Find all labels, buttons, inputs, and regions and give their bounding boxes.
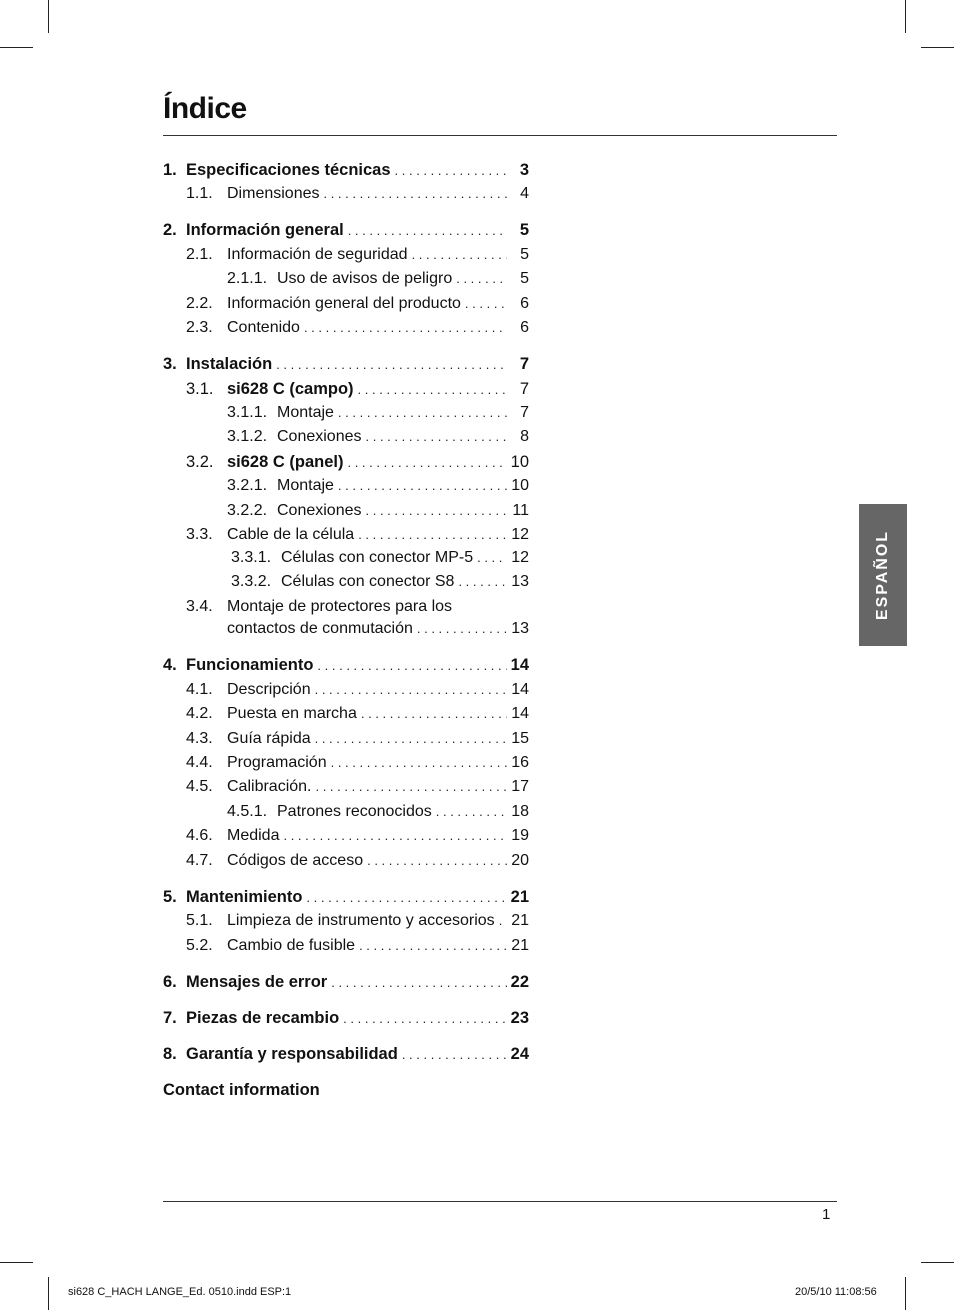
toc-number: 3.2. — [186, 453, 214, 471]
toc-entry-4-7[interactable] — [186, 852, 529, 874]
toc-page: 3 — [519, 161, 529, 179]
toc-label: Cambio de fusible — [227, 937, 356, 954]
toc-leader — [499, 913, 507, 928]
toc-entry-5[interactable] — [163, 888, 529, 910]
toc-number: 3.3.2. — [231, 573, 272, 590]
toc-label: Descripción — [227, 681, 311, 698]
toc-leader — [306, 890, 506, 905]
toc-number: 3.4. — [186, 598, 213, 615]
toc-label: Funcionamiento — [186, 656, 314, 674]
toc-entry-3-1-1[interactable] — [227, 404, 529, 426]
toc-leader — [436, 804, 507, 819]
toc-entry-4-3[interactable] — [186, 730, 529, 752]
print-slug-date: 20/5/10 11:08:56 — [795, 1286, 877, 1298]
toc-page: 23 — [510, 1009, 529, 1027]
toc-entry-4[interactable] — [163, 656, 529, 678]
toc-page: 10 — [511, 477, 529, 494]
toc-entry-4-1[interactable] — [186, 681, 529, 703]
toc-number: 4.1. — [186, 681, 213, 698]
toc-entry-3-2-2[interactable] — [227, 502, 529, 524]
toc-leader — [323, 186, 507, 201]
toc-number: 3.2.2. — [227, 502, 268, 519]
toc-label: Células con conector S8 — [281, 573, 455, 590]
toc-leader — [348, 223, 507, 238]
toc-page: 12 — [511, 526, 529, 543]
toc-page: 13 — [511, 573, 529, 590]
toc-entry-contact-information[interactable] — [163, 1081, 529, 1103]
toc-page: 7 — [519, 355, 529, 373]
toc-number: 4.3. — [186, 730, 213, 747]
toc-leader — [358, 527, 507, 542]
toc-leader — [359, 938, 507, 953]
toc-page: 14 — [511, 681, 529, 698]
toc-entry-2-1[interactable] — [186, 246, 529, 268]
toc-entry-2-3[interactable] — [186, 319, 529, 341]
toc-page: 7 — [519, 380, 529, 398]
toc-leader — [465, 296, 507, 311]
toc-entry-3-2[interactable] — [186, 453, 529, 475]
toc-label: Piezas de recambio — [186, 1009, 340, 1027]
toc-label: Medida — [227, 827, 280, 844]
toc-label: Limpieza de instrumento y accesorios — [227, 912, 495, 929]
toc-page: 7 — [520, 404, 529, 421]
toc-leader — [395, 163, 507, 178]
toc-number: 4. — [163, 656, 177, 674]
toc-entry-4-5-1[interactable] — [227, 803, 529, 825]
toc-leader — [338, 478, 507, 493]
toc-page: 17 — [511, 778, 529, 795]
toc-leader — [331, 755, 507, 770]
crop-mark — [0, 47, 33, 48]
toc-leader — [315, 731, 507, 746]
toc-page: 18 — [511, 803, 529, 820]
toc-entry-5-1[interactable] — [186, 912, 529, 934]
toc-leader — [315, 779, 507, 794]
toc-number: 2.1. — [186, 246, 213, 263]
crop-mark — [905, 0, 906, 33]
toc-label: Guía rápida — [227, 730, 311, 747]
toc-page: 14 — [510, 656, 529, 674]
toc-label: si628 C (campo) — [227, 380, 354, 398]
toc-number: 4.5. — [186, 778, 213, 795]
toc-leader — [417, 621, 507, 636]
toc-number: 5. — [163, 888, 177, 906]
toc-page: 12 — [511, 549, 529, 566]
toc-leader — [456, 271, 507, 286]
toc-leader — [367, 853, 507, 868]
toc-label: si628 C (panel) — [227, 453, 344, 471]
toc-number: 2.3. — [186, 319, 213, 336]
toc-number: 2.2. — [186, 295, 213, 312]
toc-label: Mensajes de error — [186, 973, 328, 991]
footer-rule — [163, 1201, 837, 1202]
crop-mark — [921, 47, 954, 48]
toc-number: 6. — [163, 973, 177, 991]
toc-entry-4-2[interactable] — [186, 705, 529, 727]
toc-number: 3.2.1. — [227, 477, 268, 494]
toc-entry-6[interactable] — [163, 973, 529, 995]
toc-number: 5.1. — [186, 912, 213, 929]
toc-label: Instalación — [186, 355, 273, 373]
toc-entry-5-2[interactable] — [186, 937, 529, 959]
toc-number: 3. — [163, 355, 177, 373]
toc-number: 3.1.1. — [227, 404, 268, 421]
toc-label: Contenido — [227, 319, 300, 336]
toc-number: 1.1. — [186, 185, 213, 202]
toc-leader — [361, 706, 507, 721]
toc-number: 1. — [163, 161, 177, 179]
toc-page: 15 — [511, 730, 529, 747]
toc-leader — [402, 1047, 507, 1062]
toc-label: Contact information — [163, 1081, 320, 1099]
toc-number: 3.1. — [186, 380, 214, 398]
title-rule — [163, 135, 837, 136]
toc-leader — [338, 405, 507, 420]
toc-entry-3-3-1[interactable] — [231, 549, 529, 571]
toc-label: Montaje — [277, 404, 334, 421]
toc-leader — [343, 1011, 506, 1026]
toc-label: Programación — [227, 754, 327, 771]
toc-page: 5 — [519, 221, 529, 239]
toc-number: 5.2. — [186, 937, 213, 954]
print-slug-file: si628 C_HACH LANGE_Ed. 0510.indd ESP:1 — [68, 1286, 292, 1298]
toc-number: 2. — [163, 221, 177, 239]
toc-number: 3.1.2. — [227, 428, 268, 445]
toc-entry-2-2[interactable] — [186, 295, 529, 317]
toc-label: Información general del producto — [227, 295, 461, 312]
toc-entry-2-1-1[interactable] — [227, 270, 529, 292]
toc-label: Mantenimiento — [186, 888, 303, 906]
toc-entry-3-3-2[interactable] — [231, 573, 529, 595]
toc-leader — [315, 682, 507, 697]
toc-page: 13 — [511, 620, 529, 637]
toc-number: 4.5.1. — [227, 803, 268, 820]
toc-page: 6 — [520, 319, 529, 336]
toc-page: 16 — [511, 754, 529, 771]
toc-page: 21 — [511, 912, 529, 929]
toc-leader — [358, 382, 507, 397]
toc-entry-1-1[interactable] — [186, 185, 529, 207]
toc-number: 3.3. — [186, 526, 213, 543]
toc-page: 10 — [510, 453, 529, 471]
toc-entry-2[interactable] — [163, 221, 529, 243]
toc-label: Uso de avisos de peligro — [277, 270, 453, 287]
toc-label: Puesta en marcha — [227, 705, 357, 722]
crop-mark — [48, 1277, 49, 1310]
crop-mark — [905, 1277, 906, 1310]
toc-entry-3-2-1[interactable] — [227, 477, 529, 499]
toc-page: 6 — [520, 295, 529, 312]
toc-label: Montaje — [277, 477, 334, 494]
crop-mark — [0, 1262, 33, 1263]
toc-label: Conexiones — [277, 502, 362, 519]
toc-page: 24 — [510, 1045, 529, 1063]
page-title: Índice — [163, 92, 247, 125]
toc-number: 3.3.1. — [231, 549, 272, 566]
toc-page: 5 — [520, 270, 529, 287]
toc-entry-4-5[interactable] — [186, 778, 529, 800]
toc-leader — [331, 975, 506, 990]
language-tab-label: ESPAÑOL — [874, 529, 891, 621]
toc-page: 4 — [520, 185, 529, 202]
toc-entry-4-6[interactable] — [186, 827, 529, 849]
toc-leader — [304, 320, 507, 335]
toc-entry-3-1[interactable] — [186, 380, 529, 402]
toc-leader — [283, 828, 507, 843]
toc-label: Información de seguridad — [227, 246, 408, 263]
toc-page: 21 — [510, 888, 529, 906]
page-number: 1 — [822, 1206, 831, 1223]
toc-label: Dimensiones — [227, 185, 320, 202]
toc-label: Calibración. — [227, 778, 312, 795]
toc-entry-8[interactable] — [163, 1045, 529, 1067]
toc-leader — [317, 658, 506, 673]
toc-number: 4.4. — [186, 754, 213, 771]
toc-entry-4-4[interactable] — [186, 754, 529, 776]
toc-page: 21 — [511, 937, 529, 954]
toc-number: 4.2. — [186, 705, 213, 722]
crop-mark — [921, 1262, 954, 1263]
toc-label: Cable de la célula — [227, 526, 355, 543]
toc-number: 7. — [163, 1009, 177, 1027]
toc-leader — [276, 357, 507, 372]
toc-number: 2.1.1. — [227, 270, 268, 287]
toc-leader — [347, 455, 506, 470]
toc-label: Información general — [186, 221, 344, 239]
toc-page: 19 — [511, 827, 529, 844]
toc-label: Especificaciones técnicas — [186, 161, 391, 179]
toc-entry-3[interactable] — [163, 355, 529, 377]
toc-leader — [412, 247, 507, 262]
toc-entry-3-1-2[interactable] — [227, 428, 529, 450]
toc-leader — [366, 503, 508, 518]
toc-entry-3-4[interactable] — [186, 598, 529, 620]
toc-label: Códigos de acceso — [227, 852, 364, 869]
toc-label: Patrones reconocidos — [277, 803, 432, 820]
toc-entry-1[interactable] — [163, 161, 529, 183]
toc-entry-3-3[interactable] — [186, 526, 529, 548]
toc-number: 8. — [163, 1045, 177, 1063]
toc-page: 8 — [520, 428, 529, 445]
toc-page: 14 — [511, 705, 529, 722]
toc-entry-3-4-continuation[interactable] — [227, 620, 529, 642]
toc-number: 4.6. — [186, 827, 213, 844]
toc-leader — [366, 429, 508, 444]
toc-label: Montaje de protectores para los — [227, 598, 453, 615]
toc-label: Garantía y responsabilidad — [186, 1045, 398, 1063]
toc-leader — [477, 550, 507, 565]
toc-page: 22 — [510, 973, 529, 991]
crop-mark — [48, 0, 49, 33]
toc-label: Conexiones — [277, 428, 362, 445]
toc-label: contactos de conmutación — [227, 620, 413, 637]
toc-label: Células con conector MP-5 — [281, 549, 474, 566]
toc-page: 5 — [520, 246, 529, 263]
toc-entry-7[interactable] — [163, 1009, 529, 1031]
toc-page: 11 — [512, 502, 529, 519]
toc-number: 4.7. — [186, 852, 213, 869]
toc-page: 20 — [511, 852, 529, 869]
toc-leader — [458, 574, 507, 589]
language-tab — [859, 504, 907, 646]
